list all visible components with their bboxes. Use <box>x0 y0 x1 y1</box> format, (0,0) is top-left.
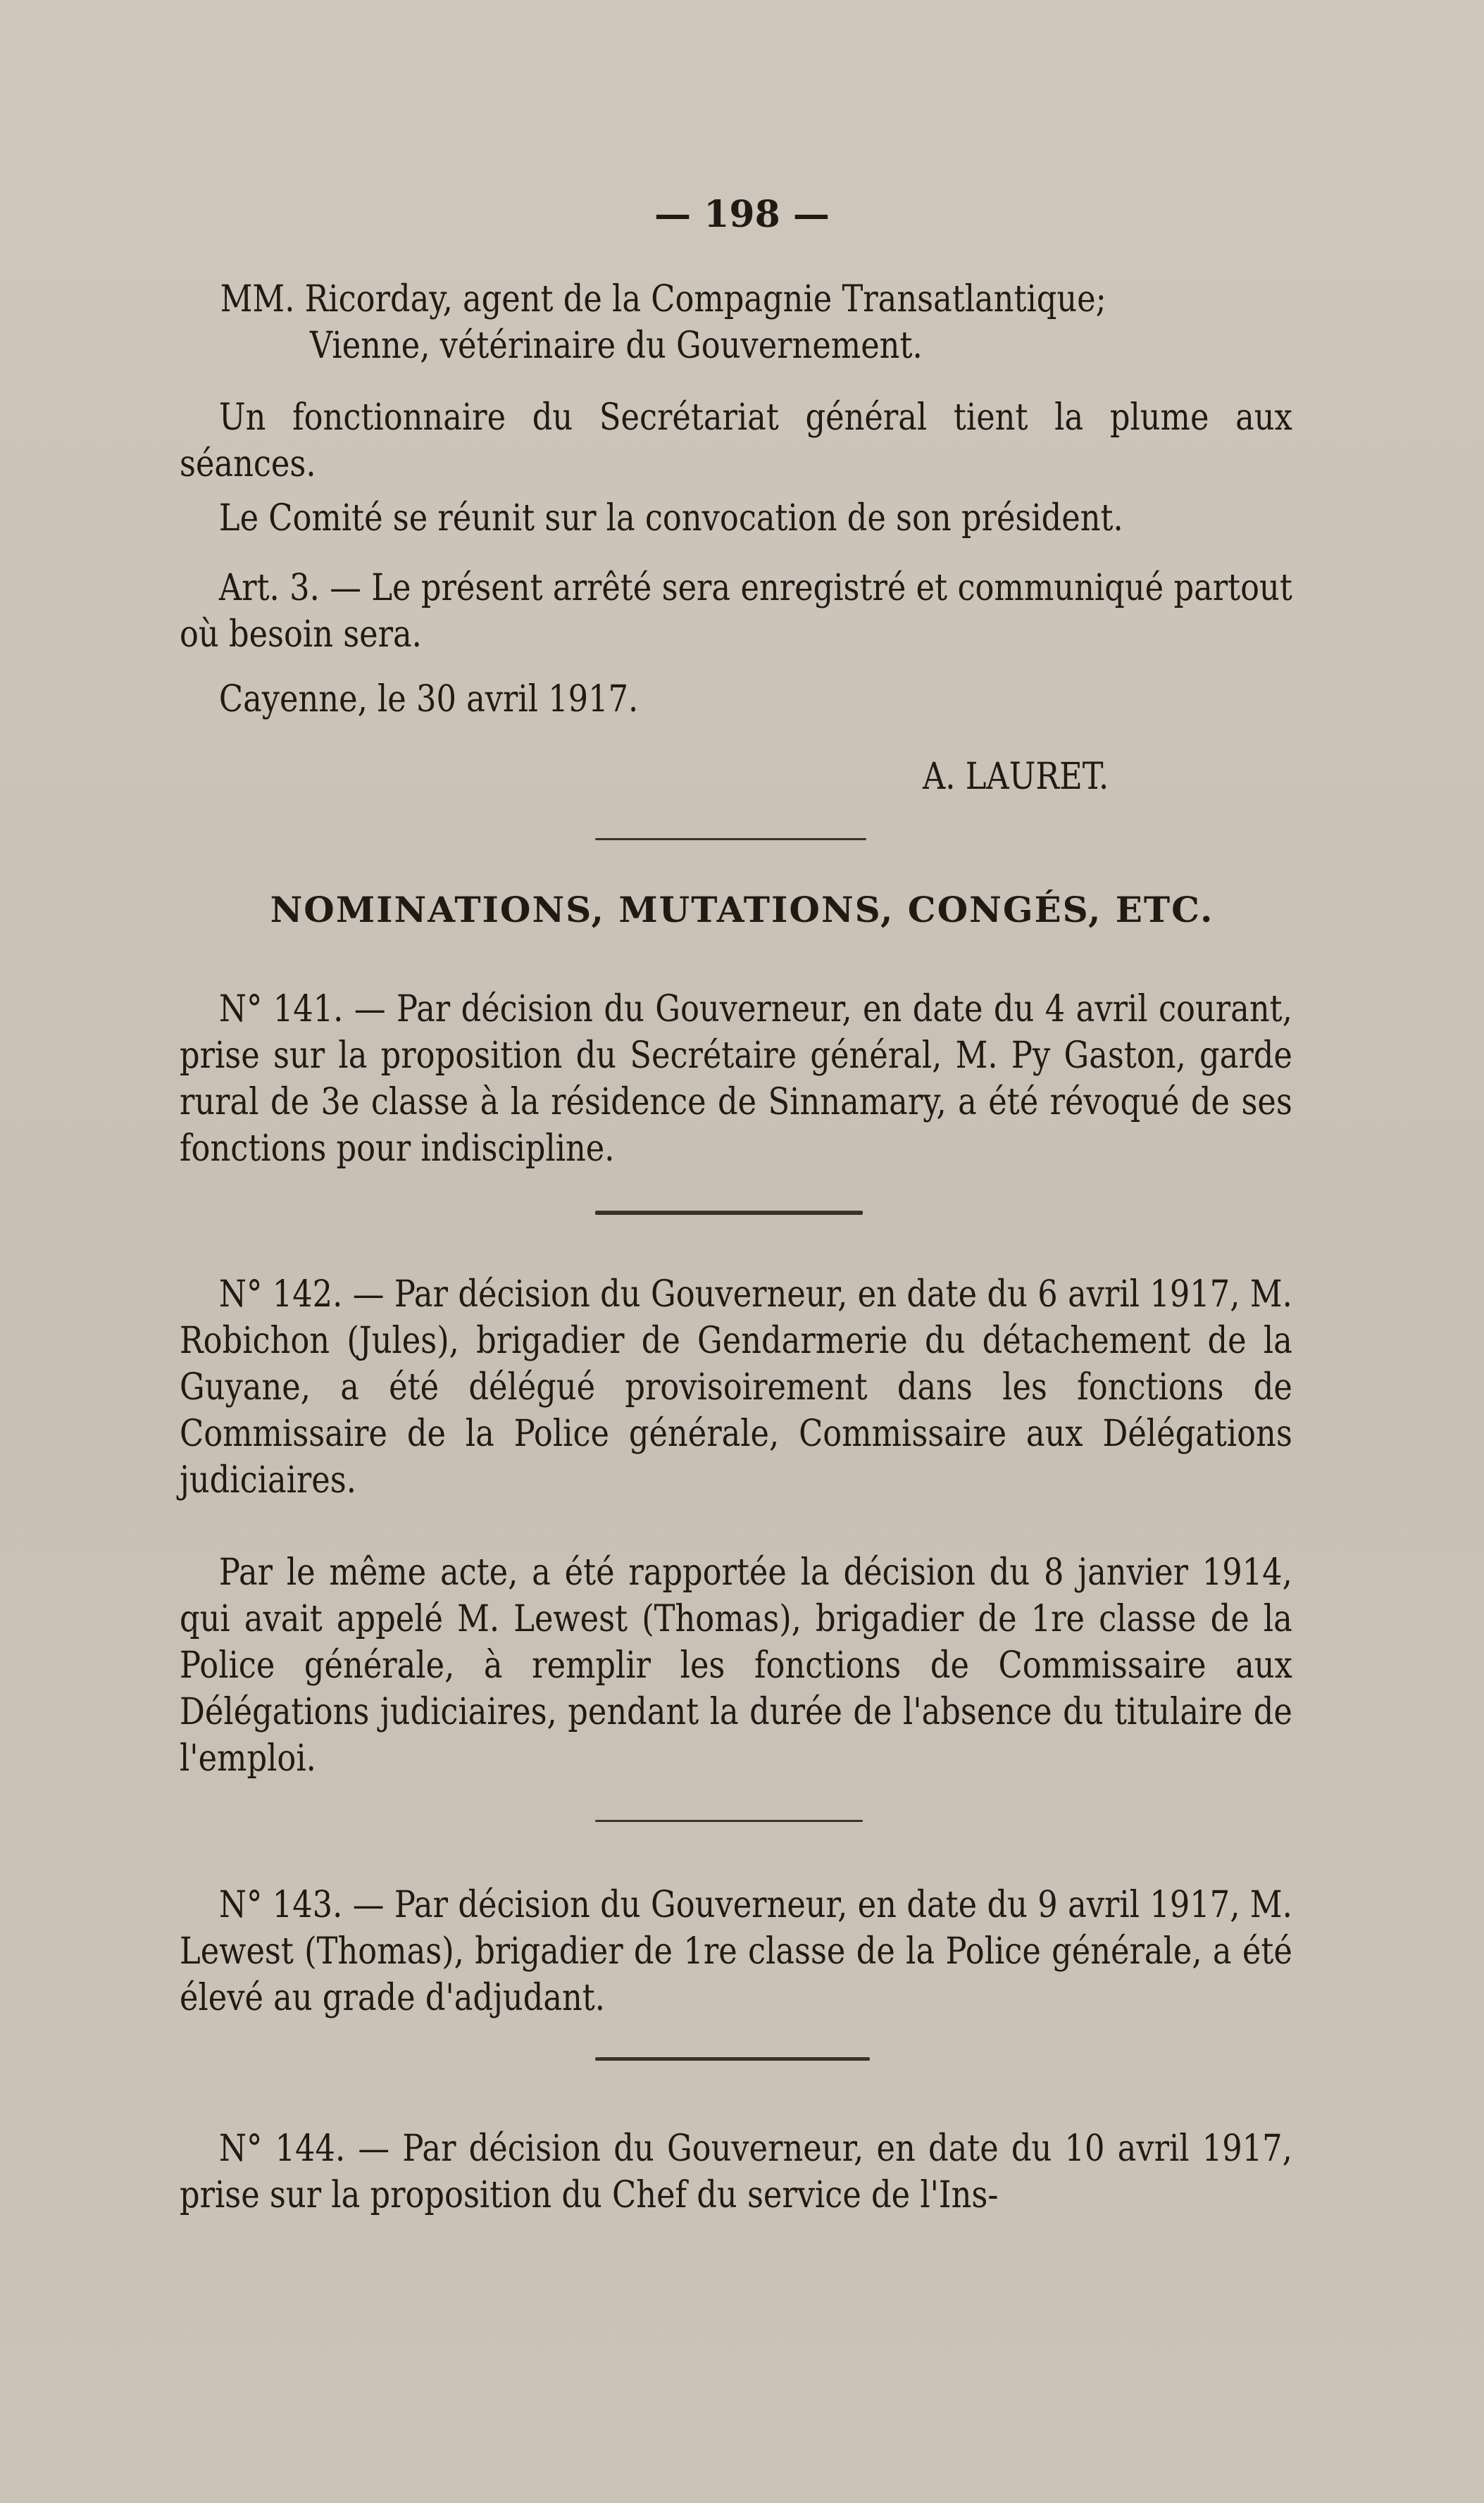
signature: A. LAURET. <box>923 756 1109 798</box>
section-heading: NOMINATIONS, MUTATIONS, CONGÉS, ETC. <box>270 889 1214 930</box>
page-number: — 198 — <box>654 193 830 236</box>
decision-142: N° 142. — Par décision du Gouverneur, en date du 6 avril 1917, M. Robichon (Jules), brigadier de Gendarmerie du détachement de la Guyane, a été délégué provisoirement dans les fonctions de Commissaire de la Police générale, Commissaire aux Délégations judiciaires. <box>180 1273 1292 1502</box>
paragraph-date: Cayenne, le 30 avril 1917. <box>218 678 639 720</box>
decision-143: N° 143. — Par décision du Gouverneur, en date du 9 avril 1917, M. Lewest (Thomas), brigadier de 1re classe de la Police générale, a été élevé au grade d'adjudant. <box>180 1884 1292 2019</box>
separator-rule <box>595 2057 870 2061</box>
paragraph-article-3: Art. 3. — Le présent arrêté sera enregistré et communiqué partout où besoin sera. <box>180 567 1292 656</box>
members-line-1: MM. Ricorday, agent de la Compagnie Transatlantique; <box>220 278 1106 320</box>
decision-141: N° 141. — Par décision du Gouverneur, en date du 4 avril courant, prise sur la proposition du Secrétaire général, M. Py Gaston, garde rural de 3e classe à la résidence de Sinnamary, a été révoqué de ses fonctions pour indiscipline. <box>180 988 1292 1170</box>
members-line-2: Vienne, vétérinaire du Gouvernement. <box>309 325 923 367</box>
decision-142-follow-up: Par le même acte, a été rapportée la décision du 8 janvier 1914, qui avait appelé M. Lewest (Thomas), brigadier de 1re classe de la Police générale, à remplir les fonctions de Commissaire aux Délégations judiciaires, pendant la durée de l'absence du titulaire de l'emploi. <box>180 1552 1292 1780</box>
paragraph-convocation: Le Comité se réunit sur la convocation de son président. <box>218 497 1123 539</box>
separator-rule <box>595 1820 863 1822</box>
paragraph-secretariat: Un fonctionnaire du Secrétariat général tient la plume aux séances. <box>180 397 1292 485</box>
decision-144: N° 144. — Par décision du Gouverneur, en date du 10 avril 1917, prise sur la proposition du Chef du service de l'Ins- <box>180 2128 1292 2216</box>
separator-rule <box>595 838 866 840</box>
separator-rule <box>595 1211 863 1215</box>
